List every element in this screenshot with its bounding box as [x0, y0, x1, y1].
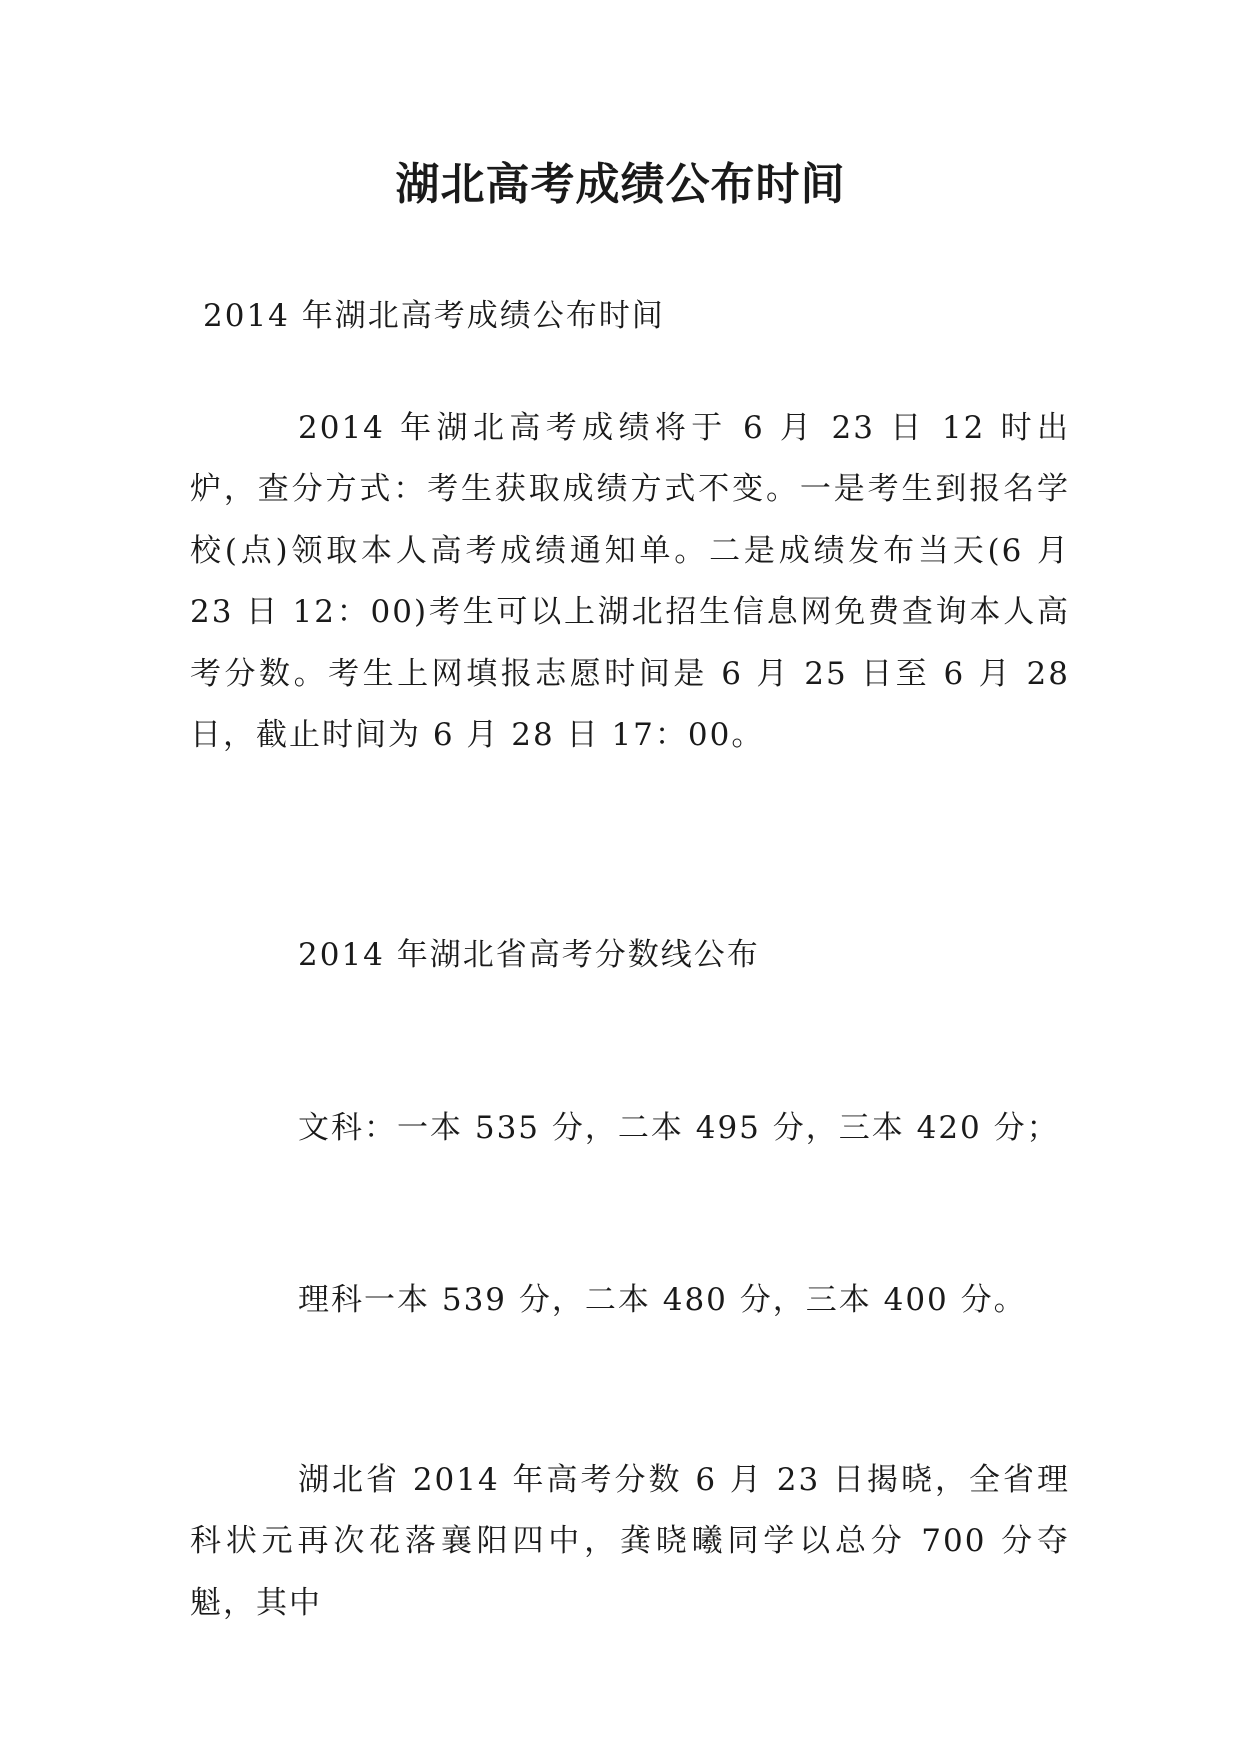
- arts-cutoff-line: 文科：一本 535 分，二本 495 分，三本 420 分；: [298, 1110, 1060, 1146]
- science-cutoff-line: 理科一本 539 分，二本 480 分，三本 400 分。: [298, 1282, 1027, 1318]
- top-scorer-paragraph: 湖北省 2014 年高考分数 6 月 23 日揭晓，全省理科状元再次花落襄阳四中，龚晓曦同学以总分 700 分夺魁，其中: [190, 1462, 1070, 1621]
- section-heading: 2014 年湖北省高考分数线公布: [298, 937, 760, 973]
- document-title: 湖北高考成绩公布时间: [395, 159, 846, 210]
- subheading: 2014 年湖北高考成绩公布时间: [203, 298, 665, 334]
- results-release-paragraph: 2014 年湖北高考成绩将于 6 月 23 日 12 时出炉，查分方式：考生获取成绩方式不变。一是考生到报名学校(点)领取本人高考成绩通知单。二是成绩发布当天(6 月 23 日 12：00)考生可以上湖北招生信息网免费查询本人高考分数。考生上网填报志愿时间是 6 月 25 日至 6 月 28 日，截止时间为 6 月 28 日 17：00。: [190, 410, 1070, 754]
